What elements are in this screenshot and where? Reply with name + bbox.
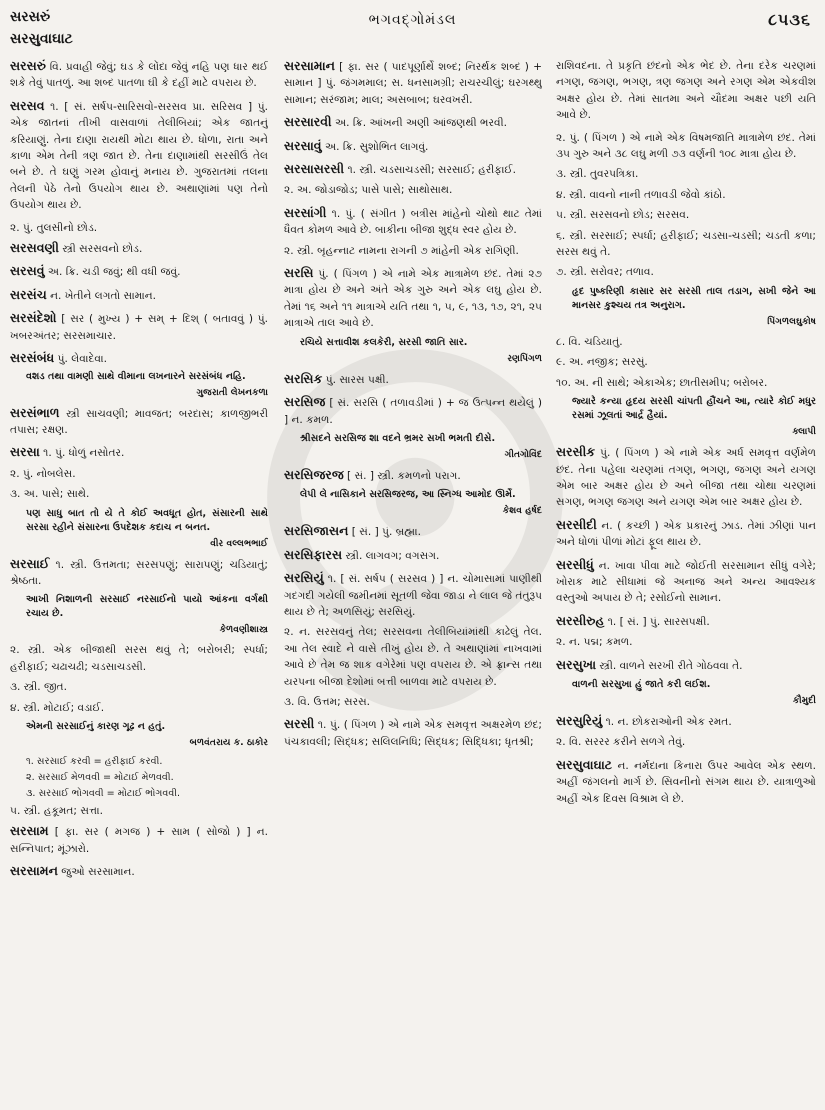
- headword: સરસંબંધ: [10, 350, 55, 366]
- headword: સરસામ: [10, 823, 49, 839]
- sense: ૩. સ્ત્રી. તુવરપત્રિકા.: [556, 168, 639, 181]
- column-3: [556, 58, 816, 1104]
- quotation-source: પિંગળલઘુકોષ: [767, 315, 816, 327]
- definition: ન. ખાવા પીવા માટે જોઈતી સરસામાન સીધું વગેરે; ખોરાક માટે સીધામાં જે અનાજ અને અન્ય આવશ્યક વસ્તુઓ અપાય છે તે; રસોઈનો સામાન.: [556, 559, 816, 605]
- entry: [10, 263, 268, 280]
- quotation-source: કેશવ હર્ષદ: [502, 505, 542, 517]
- definition: જુઓ સરસામાન.: [57, 866, 135, 879]
- entry: [556, 444, 816, 511]
- headword: સરસા: [10, 444, 40, 460]
- headword: સરસીધું: [556, 556, 594, 572]
- column-2: [284, 58, 542, 1104]
- column-1: [10, 58, 268, 1104]
- definition: ૧. [ સં. સર્ષપ ( સરસવ ) ] ન. ચોમાસામાં પાણીથી ગદગદી ગયેલી જમીનમાં સૂતળી જેવા જાડા ને લાલ જે તંતુરૂપ થાય છે તે; અળસિયું; સરસિયું.: [284, 573, 542, 618]
- entry: [10, 405, 268, 439]
- entry: [284, 523, 542, 540]
- quotation-source: વીર વલ્લભભાઈ: [210, 537, 268, 549]
- headword: સરસાવું: [284, 137, 322, 153]
- definition: અ. ક્રિ. ચડી જવું; થી વધી જવું.: [44, 266, 181, 279]
- entry: [556, 757, 816, 807]
- headword: સરસિક: [284, 370, 323, 386]
- headword: સરસંચ: [10, 286, 47, 302]
- quotation: એમની સરસાઈનું કારણ ગૂઢ ન હતું.: [26, 720, 166, 732]
- definition: ૧. પું. ( સંગીત ) બત્રીસ માંહેનો ચોથો થાટ તેમાં ધૈવત કોમળ આવે છે. બાકીના બીજા શુદ્ધ સ્વર હોય છે.: [284, 207, 542, 237]
- definition: [ સં. ] સ્ત્રી. કમળનો પરાગ.: [343, 469, 461, 482]
- guide-word-first: સરસરું: [10, 9, 51, 25]
- headword: સરસિજરજ: [284, 466, 344, 482]
- quotation: જ્યારે કન્યા હૃદય સરસી ચાંપતી હૌંચને આ, ત્યારે કોઈ મધુર રસમાં ઝૂલતાં આર્દ્ર હૈયાં.: [572, 396, 816, 422]
- entry: [10, 823, 268, 857]
- entry: [10, 444, 268, 461]
- headword: સરસિજ: [284, 394, 326, 410]
- sense: ૯. અ. નજીક; સરસું.: [556, 356, 648, 369]
- sense: ૮. વિ. ચડિયાતું.: [556, 335, 623, 348]
- quotation-source: કેળવણીશાસ્ત્ર: [219, 624, 268, 636]
- entry: [10, 863, 268, 880]
- headword: સરસંદેશો: [10, 310, 57, 326]
- quotation: વાળની સરસુખા હું જાતે કરી લઈશ.: [572, 678, 711, 690]
- definition: [ સં. સરસિ ( તળાવડીમાં ) + જ ઉત્પન્ન થયેલું ) ] ન. કમળ.: [284, 397, 542, 426]
- entry: [284, 394, 542, 428]
- headword: સરસાંગી: [284, 204, 327, 220]
- headword: સરસવણી: [10, 240, 59, 256]
- page-header: [0, 0, 825, 56]
- definition: સ્ત્રી. વાળને સરખી રીતે ગોઠવવા તે.: [596, 659, 743, 672]
- entry: [284, 547, 542, 564]
- headword: સરસામન: [10, 863, 58, 879]
- running-title: ભગવદ્ગોમંડલ: [368, 12, 457, 28]
- headword: સરસાસરસી: [284, 161, 345, 177]
- definition: ૧. ન. છોકરાઓની એક રમત.: [602, 715, 732, 728]
- headword: સરસવ: [10, 97, 45, 113]
- quotation-source: કૌમુદી: [792, 694, 816, 706]
- sense: ૪. સ્ત્રી. વાવનો નાની તળાવડી જેવો કાંઠો.: [556, 188, 726, 201]
- entry: [284, 265, 542, 332]
- sense: ૨. પું. તુલસીનો છોડ.: [10, 221, 98, 234]
- definition: પું. ( પિંગળ ) એ નામે એક માત્રામેળ છંદ. તેમાં ૨૭ માત્રા હોય છે અને અંતે એક ગુરુ અને એક લઘુ હોય છે. તેમાં ૧૬ અને ૧૧ માત્રાએ યતિ તથા ૧, ૫, ૯, ૧૩, ૧૭, ૨૧, ૨૫ માત્રાએ તાલ આવે છે.: [284, 268, 542, 330]
- entry: [284, 467, 542, 484]
- definition: પું. ( પિંગળ ) એ નામે એક અર્ધ સમવૃત્ત વર્ણમેળ છંદ. તેના પહેલા ચરણમાં તગણ, ભગણ, જગણ અને યગણ એમ બાર અક્ષર હોય છે અને બીજા તથા ચોથા ચરણમાં સગણ, ભગણ જગણ અને યગણ એમ બાર અક્ષર હોય છે.: [556, 447, 816, 509]
- entry: [10, 98, 268, 214]
- definition: [ ફા. સર ( પાદપૂર્ણાર્થે શબ્દ; નિરર્થક શબ્દ ) + સામાન ] પું. જંગમમાલ; સ. ધનસામગ્રી; રાચરચીલું; ઘરગથ્થુ સામાન; સરંજામ; માલ; અસબાબ; ઘરવખરી.: [284, 61, 542, 106]
- quotation: પણ સાધુ બાત તો યે તે કોઈ અવધૂત હોત, સંસારની સાથે સરસા રહીને સંસારના ઉપદેશક કદાચ ન બનત.: [26, 507, 268, 533]
- definition: ૧. સ્ત્રી. ચડસાચડસી; સરસાઈ; હરીફાઈ.: [344, 164, 516, 177]
- definition: ન. નર્મદાના કિનારા ઉપર આવેલ એક સ્થળ. અહીં જંગલનો માર્ગ છે. સિવનીનો સંગમ થાય છે. યાત્રાળુઓ અહીં એક દિવસ વિશ્રામ લે છે.: [556, 759, 816, 805]
- sense: ૨. સ્ત્રી. બૃહન્નાટ નામના રાગની ૭ માંહેની એક રાગિણી.: [284, 244, 519, 257]
- entry: [284, 716, 542, 750]
- sense: ૨. અ. જોડાજોડ; પાસે પાસે; સાથોસાથ.: [284, 184, 453, 197]
- definition: ૧. પું. ધોળું નસોતર.: [39, 447, 125, 460]
- definition: અ. ક્રિ. આંખની અણી આંજણથી ભરવી.: [331, 117, 507, 130]
- quotation: વશડ તથા વામણી સાથે વીમાના લખનારને સરસંબંધ નહિ.: [26, 370, 246, 382]
- headword: સરસી: [284, 716, 315, 732]
- sense: ૩. સ્ત્રી. જીત.: [10, 681, 67, 694]
- definition: [ સર ( મુખ્ય ) + સમ્ + દિશ્ ( બતાવવું ) પું. ખબરઅંતર; સરસમાચાર.: [10, 313, 268, 342]
- sense: ૫. સ્ત્રી. સરસવનો છોડ; સરસવ.: [556, 209, 690, 222]
- sense: ૭. સ્ત્રી. સરોવર; તળાવ.: [556, 266, 654, 279]
- sense: ૨. ન. સરસવનું તેલ; સરસવના તેલીબિયાંમાંથી કાઢેલું તેલ. આ તેલ સ્વાદે ને વાસે તીખું હોય છે. તે અથાણાંમાં નાખવામાં આવે છે તેમ જ શાક વગેરેમાં પણ વપરાય છે. એ ફ્રાન્સ તથા યરપના બીજા દેશોમાં બત્તી બાળવા માટે વપરાય છે.: [284, 626, 542, 688]
- headword: સરસંભાળ: [10, 404, 60, 420]
- headword: સરસીક: [556, 444, 596, 460]
- definition: ૧. પું. ( પિંગળ ) એ નામે એક સમવૃત્ત અક્ષરમેળ છંદ; પંચકાવલી; સિદ્ધક; સલિલનિધિ; સિદ્ધક; સિદ્ધિકા; ધૃતશ્રી;: [284, 719, 542, 748]
- headword: સરસુખા: [556, 656, 597, 672]
- definition: વિ. પ્રવાહી જેવું; ઘડ કે લોંદા જેવું નહિ પણ ધાર થઈ શકે તેવું પાતળું. આ શબ્દ પાતળા ઘી કે દહીં માટે વપરાય છે.: [10, 61, 268, 90]
- definition: [ ફા. સર ( મગજ ) + સામ ( સોજો ) ] ન. સન્નિપાત; મૂંઝારો.: [10, 826, 268, 855]
- quotation-source: ક્લાપી: [792, 426, 816, 438]
- headword: સરસીદી: [556, 516, 597, 532]
- sense: ૩. અ. પાસે; સાથે.: [10, 488, 90, 501]
- entry: [556, 613, 816, 630]
- page-number: ૮૫૩૬: [768, 10, 811, 29]
- headword: સરસિ: [284, 265, 314, 281]
- phrase: ૨. સરસાઈ મેળવવી = મોટાઈ મેળવવી.: [26, 771, 174, 783]
- sense: ૫. સ્ત્રી. હકૂમત; સત્તા.: [10, 804, 103, 817]
- headword: સરસિયું: [284, 570, 324, 586]
- headword: સરસિફારસ: [284, 546, 343, 562]
- entry: [556, 657, 816, 674]
- definition: સ્ત્રી. લાગવગ; વગસગ.: [342, 549, 440, 562]
- headword: સરસરું: [10, 58, 46, 73]
- entry: [556, 557, 816, 607]
- definition: ૧. [ સં. સર્ષપ-સારિસવો-સરસવ પ્રા. સરિસવ ] પું. એક જાતનાં તીખી વાસવાળાં તેલીબિયાં; એક જાતનું કરિયાણું. તેના દાણા રાયથી મોટા થાય છે. ધોળા, રાતા અને કાળા એમ તેની ત્રણ જાત છે. તેના દાણામાંથી સરસીઉં તેલ બને છે. તે ઘણું ગરમ હોવાનું મનાય છે. ગુજરાતમાં તલના તેલની પેઠે તેનો ઉપયોગ થાય છે. અથાણાંમાં પણ તેનો ઉપયોગ થાય છે.: [10, 100, 268, 212]
- definition: સ્ત્રી સાચવણી; માવજત; બરદાસ; કાળજીભરી તપાસ; રક્ષણ.: [10, 407, 268, 436]
- guide-word-last: સરસુવાઘાટ: [10, 31, 73, 47]
- quotation: હૃદ પુષ્કરિણી કાસાર સર સરસી તાલ તડાગ, સખી જેને આ માનસર કુશ્ચય તત્ર અનુરાગ.: [572, 285, 816, 311]
- entry: [556, 517, 816, 551]
- definition: પું. સારસ પક્ષી.: [322, 373, 389, 386]
- entry: [284, 570, 542, 620]
- quotation-source: બળવંતરાય ક. ઠાકોર: [189, 736, 268, 748]
- entry: [284, 371, 542, 388]
- phrase: ૧. સરસાઈ કરવી = હરીફાઈ કરવી.: [26, 755, 163, 767]
- sense: ૪. સ્ત્રી. મોટાઈ; વડાઈ.: [10, 701, 105, 714]
- entry: [10, 58, 268, 92]
- sense: ૧૦. અ. ની સાથે; એકાએક; છાતીસમીપ; બરોબર.: [556, 376, 768, 389]
- quotation: રચિયે સત્તાવીશ કલકેરી, સરસી જાતિ સાર.: [300, 336, 468, 348]
- definition: સ્ત્રી સરસવનો છોડ.: [58, 243, 143, 256]
- definition: ન. ખેતીને લગતો સામાન.: [46, 289, 157, 302]
- definition: ૧. સ્ત્રી. ઉત્તમતા; સરસપણું; સારાપણું; ચડિયાતું; શ્રેષ્ઠતા.: [10, 558, 268, 587]
- sense: ૬. સ્ત્રી. સરસાઈ; સ્પર્ધા; હરીફાઈ; ચડસા-ચડસી; ચડતી કળા; સરસ થવું તે.: [556, 229, 816, 259]
- entry: [284, 205, 542, 239]
- headword: સરસારવી: [284, 114, 332, 130]
- definition: પું. લેવાદેવા.: [54, 353, 107, 366]
- quotation-source: ગુજરાતી લેખનકળા: [196, 386, 268, 398]
- headword: સરસિજાસન: [284, 523, 349, 539]
- entry: [10, 310, 268, 344]
- definition: ન. ( કચ્છી ) એક પ્રકારનું ઝાડ. તેમાં ઝીણાં પાન અને ધોળાં પીળાં મોટાં ફૂલ થાય છે.: [556, 519, 816, 549]
- sense: ૨. સ્ત્રી. એક બીજાથી સરસ થવું તે; બરોબરી; સ્પર્ધા; હરીફાઈ; ચઢાચઢી; ચડસાચડસી.: [10, 644, 268, 673]
- entry: [284, 58, 542, 108]
- quotation: આખી નિશાળની સરસાઈ નરસાઈનો પાયો આંકના વર્ગથી રચાય છે.: [26, 594, 268, 620]
- definition: [ સં. ] પું. બ્રહ્મા.: [348, 526, 421, 539]
- entry: [284, 114, 542, 131]
- headword: સરસીરુહ: [556, 612, 605, 628]
- entry: [556, 713, 816, 730]
- entry: [10, 350, 268, 367]
- entry: [10, 556, 268, 590]
- headword: સરસામાન: [284, 58, 335, 73]
- headword: સરસાઈ: [10, 555, 50, 571]
- entry: [284, 161, 542, 178]
- sense: ૨. પું. ( પિંગળ ) એ નામે એક વિષમજાતિ માત્રામેળ છંદ. તેમાં ૩૫ ગુરુ અને ૩૮ લઘુ મળી ૭૩ વર્ણની ૧૦૮ માત્રા હોય છે.: [556, 131, 816, 161]
- quotation-source: રણપિંગળ: [507, 352, 542, 364]
- sense: ૨. ન. પદ્મ; કમળ.: [556, 636, 633, 649]
- headword: સરસવું: [10, 263, 45, 279]
- continued-definition: રાશિવદના. તે પ્રકૃતિ છંદનો એક ભેદ છે. તેના દરેક ચરણમાં નગણ, જગણ, ભગણ, ત્રણ જગણ અને રગણ એમ એકવીશ અક્ષર હોય છે. તેમાં સાતમા અને ચૌદમા અક્ષર પછી યતિ આવે છે.: [556, 60, 816, 122]
- entry: [284, 138, 542, 155]
- headword: સરસુવાઘાટ: [556, 756, 613, 772]
- sense: ૩. વિ. ઉત્તમ; સરસ.: [284, 695, 371, 708]
- phrase: ૩. સરસાઈ ભોગવવી = મોટાઈ ભોગવવી.: [26, 787, 181, 799]
- definition: અ. ક્રિ. સુશોભિત લાગવું.: [321, 140, 429, 153]
- quotation: લેપી લે નાસિકાને સરસિજરજ, આ સ્નિગ્ધ આમોદ ઊર્મે.: [300, 489, 516, 501]
- entry: [10, 287, 268, 304]
- entry: [10, 240, 268, 257]
- headword: સરસુરિયું: [556, 712, 603, 728]
- definition: ૧. [ સં. ] પું. સારસપક્ષી.: [604, 615, 710, 628]
- sense: ૨. વિ. સરરર કરીને સળગે તેવું.: [556, 736, 686, 749]
- quotation-source: ગીતગોવિંદ: [504, 448, 542, 460]
- quotation: શ્રીસદને સરસિજ શા વદને ભ્રમર સખી ભમતી દીસે.: [300, 432, 496, 444]
- sense: ૨. પું. નોબલેસ.: [10, 467, 76, 480]
